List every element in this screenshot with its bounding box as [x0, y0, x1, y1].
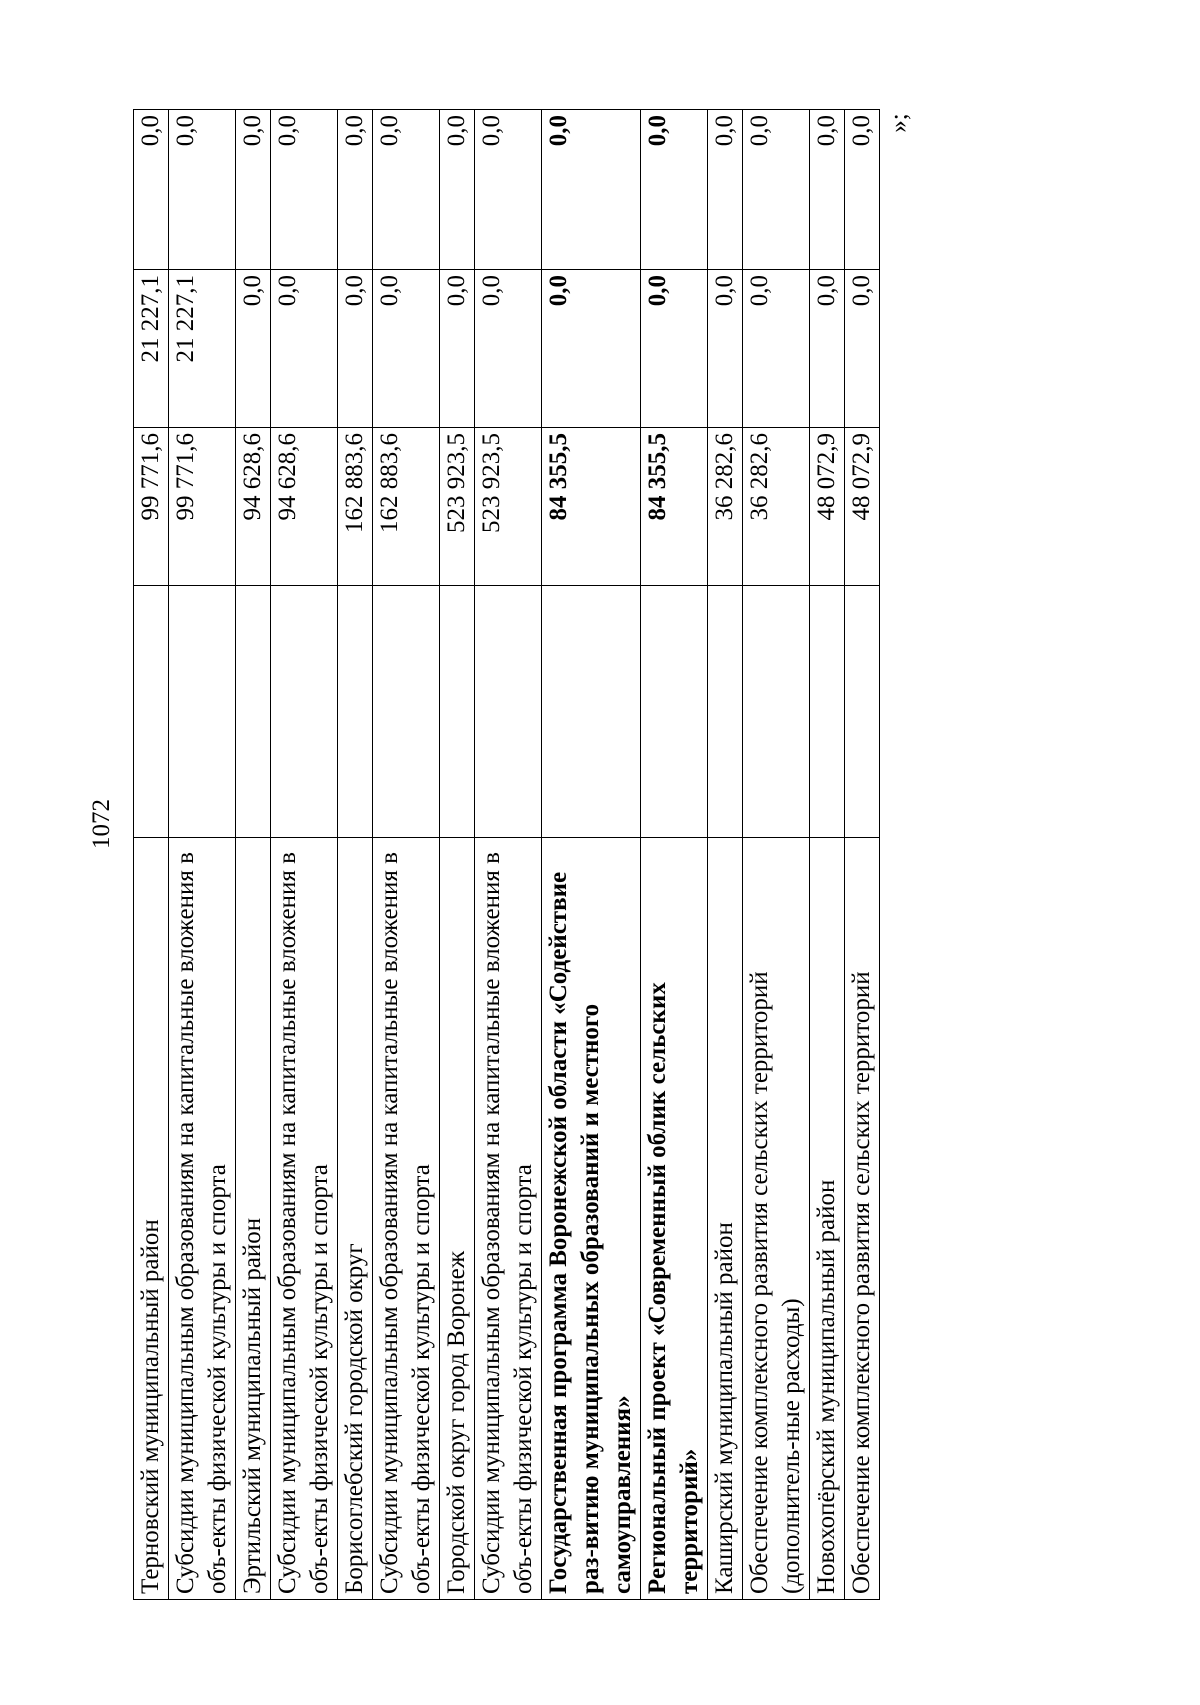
row-value-1-cell: 94 628,6	[271, 428, 338, 586]
row-value-1-cell: 162 883,6	[338, 428, 373, 586]
row-value-3-cell: 0,0	[338, 110, 373, 270]
row-value-3-cell: 0,0	[440, 110, 475, 270]
row-name-cell: Новохопёрский муниципальный район	[810, 838, 845, 1600]
row-code-cell	[440, 586, 475, 838]
row-value-1-cell: 48 072,9	[845, 428, 880, 586]
row-value-2-cell: 0,0	[236, 270, 271, 428]
table-row	[271, 110, 338, 1600]
row-code-cell	[743, 586, 810, 838]
row-code-cell	[271, 586, 338, 838]
table-row	[236, 110, 271, 1600]
row-value-3-cell: 0,0	[236, 110, 271, 270]
row-value-3-cell: 0,0	[708, 110, 743, 270]
row-value-2-cell: 0,0	[708, 270, 743, 428]
row-code-cell	[475, 586, 542, 838]
row-code-cell	[542, 586, 641, 838]
row-name-cell: Борисоглебский городской округ	[338, 838, 373, 1600]
row-name-cell: Терновский муниципальный район	[134, 838, 169, 1600]
row-name-cell: Субсидии муниципальным образованиям на капитальные вложения в объ-екты физической культуры и спорта	[169, 838, 236, 1600]
row-value-1-cell: 162 883,6	[373, 428, 440, 586]
row-value-2-cell: 0,0	[475, 270, 542, 428]
row-name-cell: Эртильский муниципальный район	[236, 838, 271, 1600]
table-row	[475, 110, 542, 1600]
table-row	[845, 110, 880, 1600]
row-value-1-cell: 36 282,6	[743, 428, 810, 586]
row-value-2-cell: 0,0	[542, 270, 641, 428]
row-value-2-cell: 0,0	[271, 270, 338, 428]
row-name-cell: Каширский муниципальный район	[708, 838, 743, 1600]
row-value-1-cell: 99 771,6	[134, 428, 169, 586]
row-code-cell	[373, 586, 440, 838]
row-value-1-cell: 523 923,5	[440, 428, 475, 586]
row-value-1-cell: 36 282,6	[708, 428, 743, 586]
row-value-1-cell: 94 628,6	[236, 428, 271, 586]
row-code-cell	[845, 586, 880, 838]
row-name-cell: Обеспечение комплексного развития сельских территорий (дополнитель-ные расходы)	[743, 838, 810, 1600]
row-value-2-cell: 0,0	[338, 270, 373, 428]
row-value-2-cell: 0,0	[743, 270, 810, 428]
row-value-2-cell: 21 227,1	[169, 270, 236, 428]
budget-table-body	[134, 110, 880, 1600]
table-row	[641, 110, 708, 1600]
row-value-2-cell: 0,0	[810, 270, 845, 428]
row-value-3-cell: 0,0	[641, 110, 708, 270]
row-value-3-cell: 0,0	[134, 110, 169, 270]
table-row	[440, 110, 475, 1600]
row-value-3-cell: 0,0	[743, 110, 810, 270]
row-value-2-cell: 0,0	[440, 270, 475, 428]
table-row	[810, 110, 845, 1600]
table-row	[708, 110, 743, 1600]
row-value-2-cell: 0,0	[641, 270, 708, 428]
closing-quote-mark: »;	[885, 113, 913, 133]
row-name-cell: Региональный проект «Современный облик сельских территорий»	[641, 838, 708, 1600]
row-name-cell: Обеспечение комплексного развития сельских территорий	[845, 838, 880, 1600]
row-name-cell: Субсидии муниципальным образованиям на капитальные вложения в объ-екты физической культуры и спорта	[271, 838, 338, 1600]
rotated-table-container	[133, 110, 888, 1600]
row-name-cell: Субсидии муниципальным образованиям на капитальные вложения в объ-екты физической культуры и спорта	[373, 838, 440, 1600]
table-row	[373, 110, 440, 1600]
table-row	[743, 110, 810, 1600]
table-row	[134, 110, 169, 1600]
row-value-1-cell: 48 072,9	[810, 428, 845, 586]
row-value-3-cell: 0,0	[271, 110, 338, 270]
row-value-3-cell: 0,0	[169, 110, 236, 270]
row-value-3-cell: 0,0	[542, 110, 641, 270]
table-row	[169, 110, 236, 1600]
row-value-3-cell: 0,0	[373, 110, 440, 270]
table-row	[542, 110, 641, 1600]
row-value-3-cell: 0,0	[845, 110, 880, 270]
page-number: 1072	[88, 799, 115, 849]
row-code-cell	[641, 586, 708, 838]
row-code-cell	[134, 586, 169, 838]
row-name-cell: Субсидии муниципальным образованиям на капитальные вложения в объ-екты физической культуры и спорта	[475, 838, 542, 1600]
row-value-2-cell: 21 227,1	[134, 270, 169, 428]
row-value-1-cell: 99 771,6	[169, 428, 236, 586]
row-value-3-cell: 0,0	[810, 110, 845, 270]
row-value-1-cell: 523 923,5	[475, 428, 542, 586]
row-value-1-cell: 84 355,5	[542, 428, 641, 586]
row-code-cell	[169, 586, 236, 838]
row-name-cell: Государственная программа Воронежской области «Содействие раз-витию муниципальных образований и местного самоуправления»	[542, 838, 641, 1600]
row-code-cell	[708, 586, 743, 838]
row-value-1-cell: 84 355,5	[641, 428, 708, 586]
row-value-3-cell: 0,0	[475, 110, 542, 270]
row-code-cell	[338, 586, 373, 838]
row-value-2-cell: 0,0	[373, 270, 440, 428]
budget-table	[133, 109, 880, 1600]
row-code-cell	[810, 586, 845, 838]
table-row	[338, 110, 373, 1600]
row-name-cell: Городской округ город Воронеж	[440, 838, 475, 1600]
row-value-2-cell: 0,0	[845, 270, 880, 428]
row-code-cell	[236, 586, 271, 838]
